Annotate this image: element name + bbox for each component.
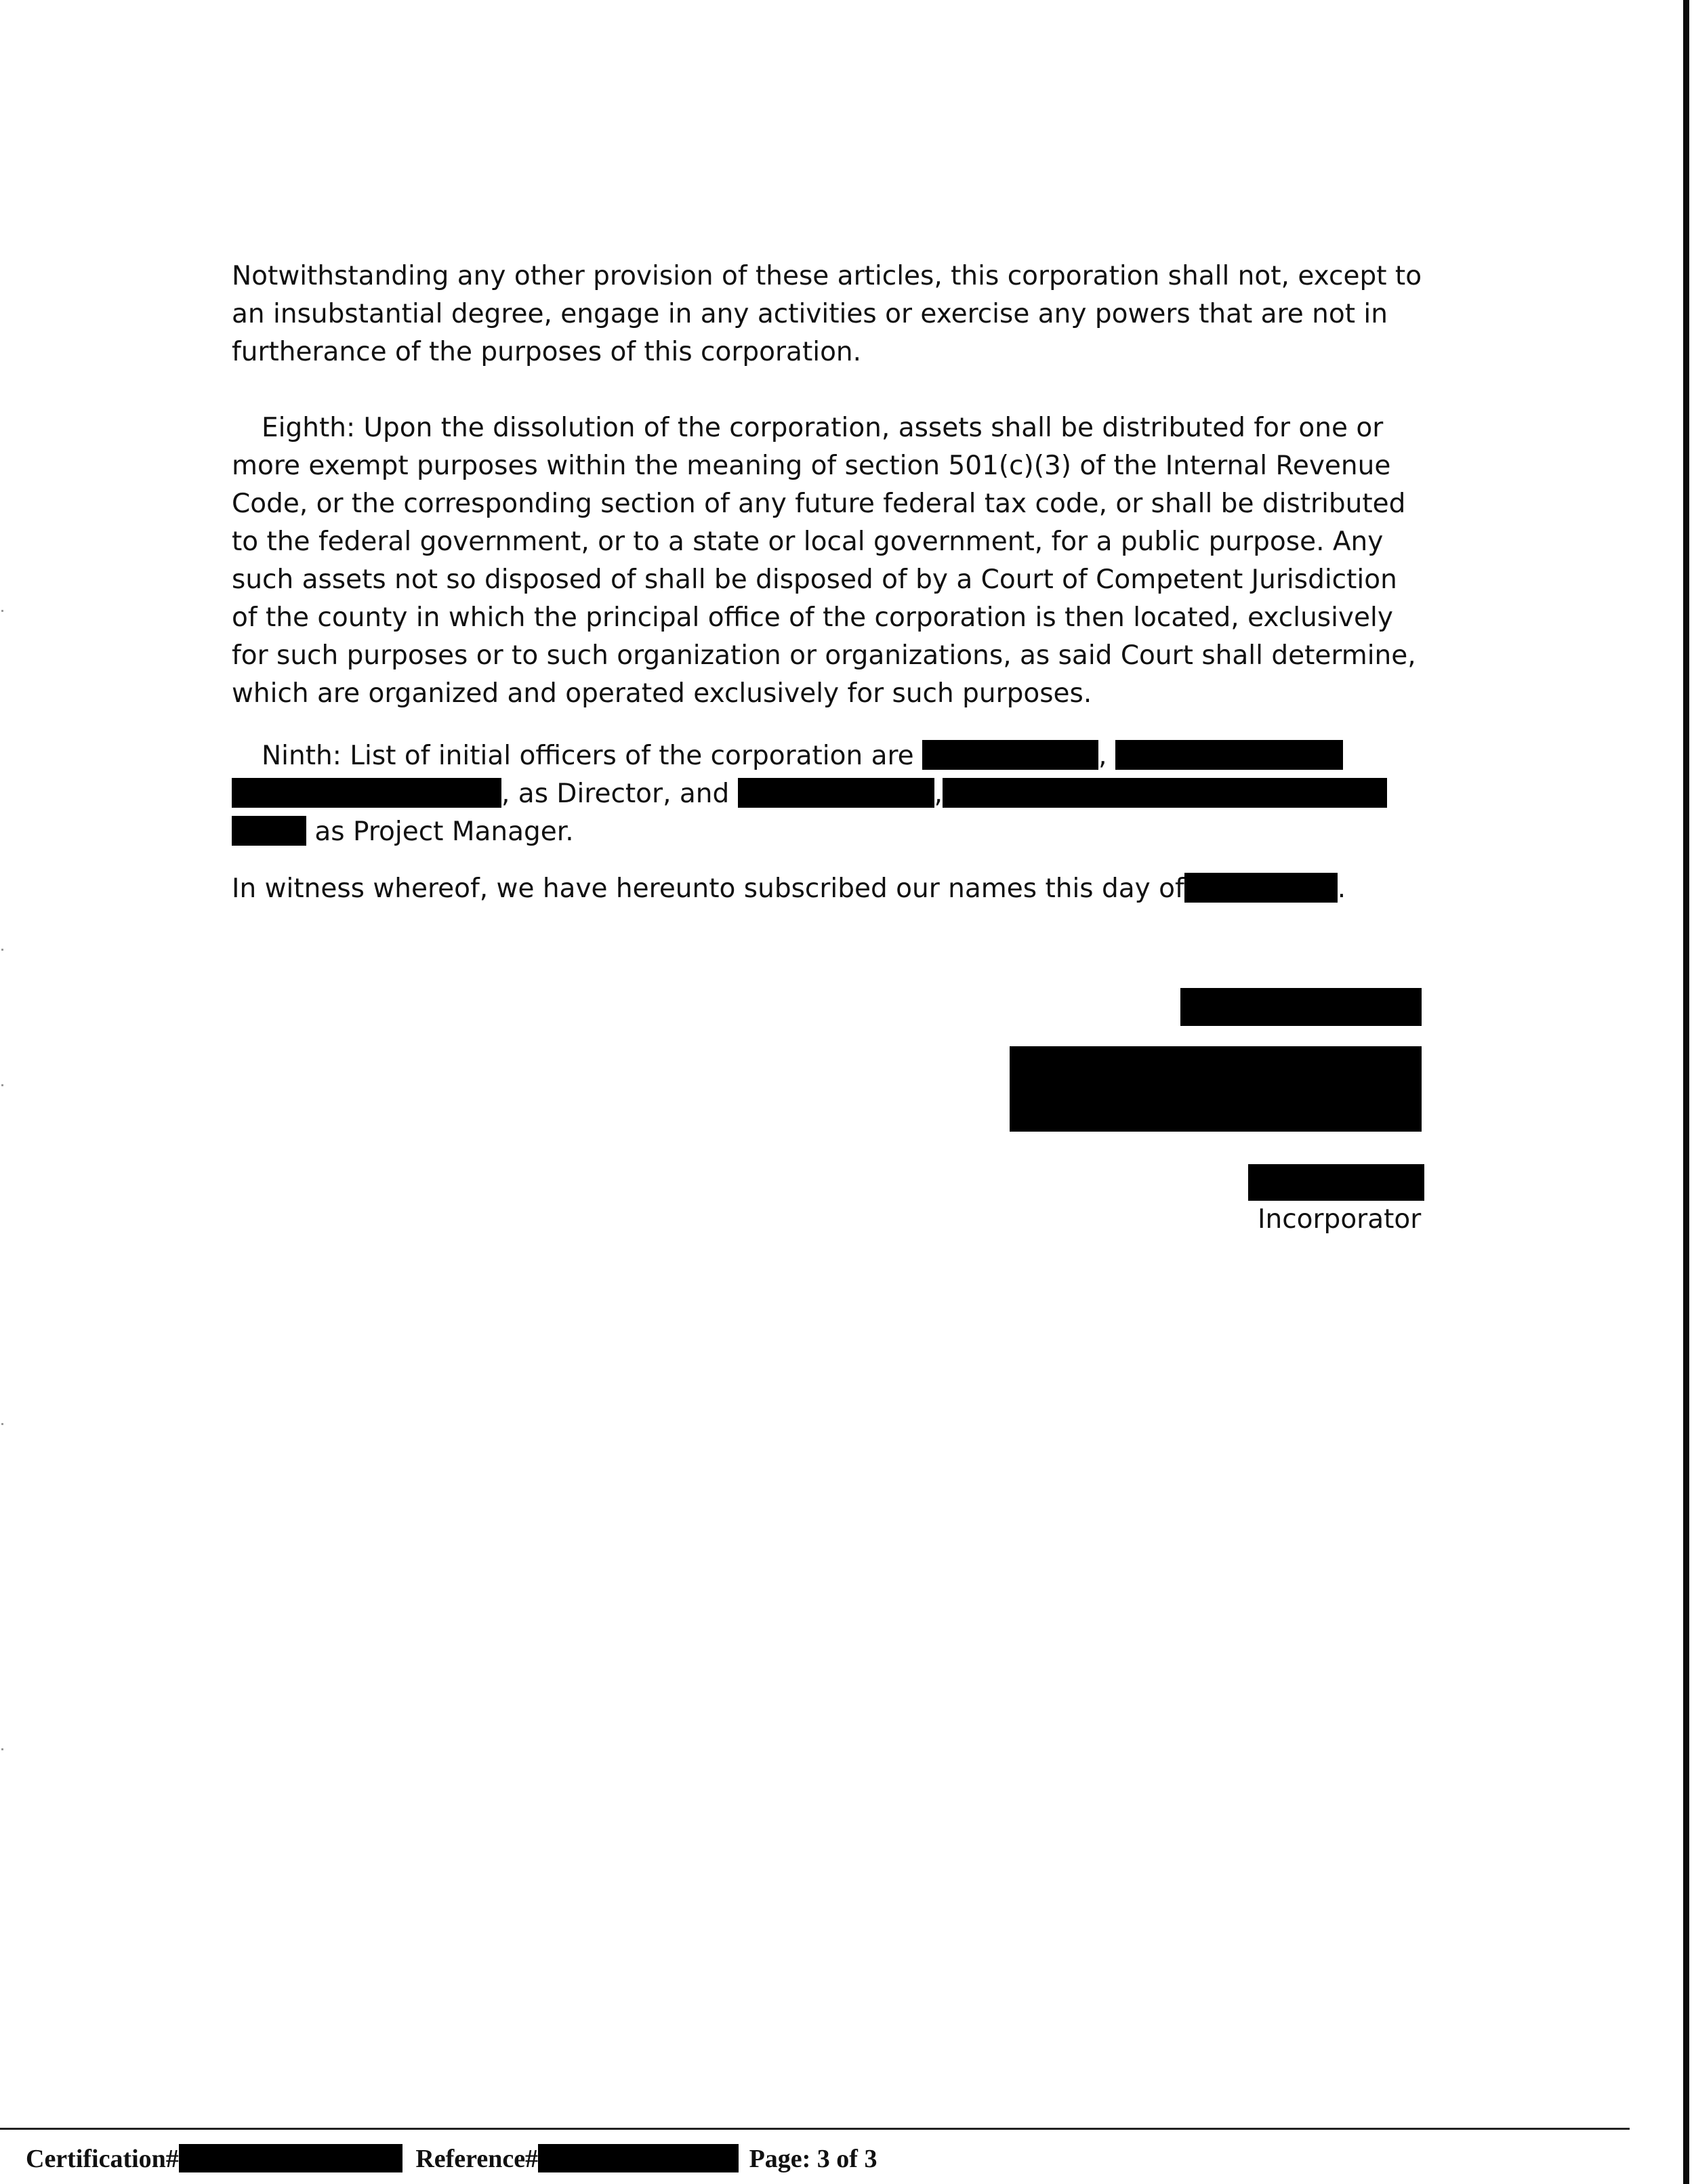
paragraph-eighth: Eighth: Upon the dissolution of the corporation, assets shall be distributed for one or more exempt purposes within the meaning of section 501(c)(3) of the Internal Revenue Code, or the corresponding section of any future federal tax code, or shall be distributed to the federal government, or to a state or local government, for a public purpose. Any such assets not so disposed of shall be disposed of by a Court of Competent Jurisdiction of the county in which the principal office of the corporation is then located, exclusively for such purposes or to such organization or organizations, as said Court shall determine, which are organized and operated exclusively for such purposes. <box>232 413 1416 709</box>
ninth-line-3 <box>232 813 574 851</box>
page-number: Page: 3 of 3 <box>749 2145 877 2173</box>
redaction-block <box>1115 740 1343 770</box>
paragraph-notwithstanding: Notwithstanding any other provision of these articles, this corporation shall not, except to an insubstantial degree, engage in any activities or exercise any powers that are not in furtherance of the purposes of this corporation. <box>232 261 1422 367</box>
redaction-block <box>1184 873 1338 903</box>
redaction-block <box>538 2144 739 2172</box>
scan-artifact <box>1 610 3 612</box>
director-text: , as Director, and <box>501 779 730 809</box>
witness-text: In witness whereof, we have hereunto subscribed our names this day of <box>232 873 1184 904</box>
separator-comma: , <box>934 779 943 809</box>
scan-artifact <box>1 1748 3 1750</box>
scan-artifact <box>1 1084 3 1086</box>
ninth-line-1 <box>262 737 1343 775</box>
signature-redaction <box>1010 1046 1422 1132</box>
redaction-block <box>922 740 1098 770</box>
project-manager-text: as Project Manager. <box>314 817 574 847</box>
redaction-block <box>179 2144 402 2172</box>
redaction-block <box>738 778 934 808</box>
witness-line <box>232 870 1346 908</box>
redaction-block <box>943 778 1387 808</box>
name-redaction <box>1248 1164 1424 1201</box>
scan-artifact <box>1 949 3 951</box>
scan-edge-bar <box>1683 0 1689 2184</box>
footer <box>26 2143 877 2175</box>
scan-artifact <box>1 1423 3 1425</box>
ninth-line-2 <box>232 775 1387 813</box>
redaction-block <box>232 816 306 846</box>
certification-label: Certification# <box>26 2145 179 2173</box>
ninth-intro-text: Ninth: List of initial officers of the corporation are <box>262 741 914 771</box>
redaction-block <box>232 778 501 808</box>
signature-redaction <box>1180 988 1422 1026</box>
footer-rule <box>0 2128 1630 2130</box>
witness-period: . <box>1337 873 1346 904</box>
incorporator-label: Incorporator <box>1258 1204 1422 1235</box>
reference-label: Reference# <box>415 2145 539 2173</box>
separator-comma: , <box>1098 741 1107 771</box>
